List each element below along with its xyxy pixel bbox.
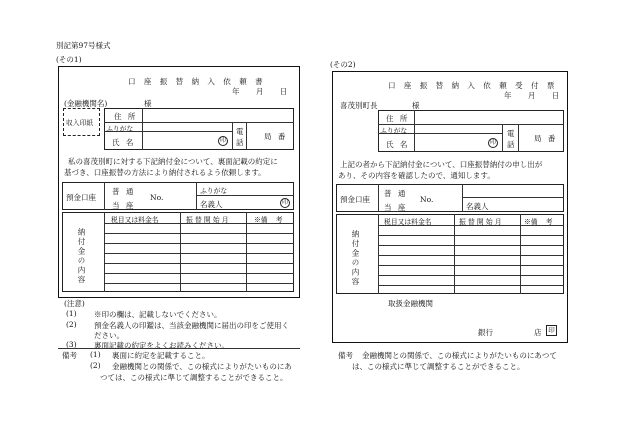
left-account-table xyxy=(62,182,294,210)
right-account-type-1: 普 通 xyxy=(384,189,406,198)
left-seal-mark: 印 xyxy=(219,137,226,144)
left-remark2-num: (2) xyxy=(90,361,101,370)
left-phone-label-2: 話 xyxy=(236,138,244,147)
form-number: 別記第97号様式 xyxy=(56,41,111,50)
left-part-label: (その1) xyxy=(56,55,82,64)
left-phone-suffix: 局 番 xyxy=(264,132,286,141)
right-remark-a: 金融機関との関係で、この様式によりがたいものにあつて xyxy=(362,351,557,360)
left-remark1-num: (1) xyxy=(90,350,101,359)
left-remarks-label: 備考 xyxy=(62,351,77,360)
right-holder-label: 名義人 xyxy=(466,202,489,211)
left-remark1: 裏面に約定を記載すること。 xyxy=(112,351,210,360)
left-date-line: 年 月 日 xyxy=(232,87,288,96)
right-content-table xyxy=(336,214,564,294)
left-account-label: 預金口座 xyxy=(66,193,96,202)
left-note2b: ださい。 xyxy=(94,331,124,340)
left-col-start: 振 替 開 始 月 xyxy=(186,216,229,224)
right-remarks-label: 備考 xyxy=(338,351,353,360)
left-furigana-label: ふりがな xyxy=(106,125,134,133)
left-furigana2: ふりがな xyxy=(200,187,228,195)
right-side-label: 納付金の内容 xyxy=(351,230,360,287)
right-phone-label-1: 電 xyxy=(507,129,515,138)
left-address-label: 住 所 xyxy=(114,112,136,121)
revenue-stamp-label: 収入印紙 xyxy=(66,119,94,127)
right-addressee: 喜茂別町長 xyxy=(340,101,378,110)
right-handling-institution: 取扱金融機関 xyxy=(388,299,433,308)
left-holder-seal: 印 xyxy=(281,199,288,206)
right-col-tax: 税目又は料金名 xyxy=(384,218,432,226)
left-account-no: No. xyxy=(150,193,164,202)
right-addressee-honorific: 様 xyxy=(412,101,420,110)
left-note2a: 預金名義人の印鑑は、当該金融機関に届出の印をご使用く xyxy=(94,321,289,330)
right-title: 口 座 振 替 納 入 依 頼 受 付 票 xyxy=(388,81,558,90)
right-remark-b: は、この様式に準じて調整することができること。 xyxy=(352,362,525,371)
left-institution-honorific: 様 xyxy=(144,99,152,108)
right-part-label: (その2) xyxy=(330,60,356,69)
right-phone-suffix: 局 番 xyxy=(534,134,556,143)
right-bank-label: 銀行 xyxy=(478,328,493,337)
right-account-table xyxy=(336,184,564,212)
left-remark2a: 金融機関との関係で、この様式によりがたいものにあ xyxy=(112,362,292,371)
left-col-note: ※備 考 xyxy=(254,216,283,224)
right-account-type-2: 当 座 xyxy=(384,203,406,212)
left-holder-label: 名義人 xyxy=(200,200,223,209)
right-account-no: No. xyxy=(420,195,434,204)
left-note1-num: (1) xyxy=(66,309,77,318)
right-branch-seal: 印 xyxy=(546,325,557,336)
right-body-line1: 上記の者から下記納付金について、口座振替納付の申し出が xyxy=(340,160,543,169)
right-seal-mark: 印 xyxy=(489,139,496,146)
left-phone-label-1: 電 xyxy=(236,127,244,136)
right-col-note: ※備 考 xyxy=(524,218,553,226)
right-branch-label: 店 xyxy=(534,328,542,337)
left-content-table xyxy=(62,212,294,292)
left-institution-label: (金融機関名) xyxy=(64,99,108,108)
left-notes-title: (注意) xyxy=(64,299,85,308)
left-account-type-2: 当 座 xyxy=(112,201,134,210)
left-note3: 裏面記載の約定をよくお読みください。 xyxy=(94,341,229,350)
right-account-label: 預金口座 xyxy=(340,195,370,204)
right-furigana-label: ふりがな xyxy=(380,127,408,135)
left-title: 口 座 振 替 納 入 依 頼 書 xyxy=(128,77,266,86)
left-note3-num: (3) xyxy=(66,340,77,349)
left-name-label: 氏 名 xyxy=(112,138,134,147)
left-col-tax: 税目又は料金名 xyxy=(111,216,159,224)
left-side-label: 納付金の内容 xyxy=(77,228,86,285)
left-account-type-1: 普 通 xyxy=(112,187,134,196)
left-note2-num: (2) xyxy=(66,320,77,329)
left-note1: ※印の欄は、記載しないでください。 xyxy=(94,310,222,319)
right-body-line2: あり、その内容を確認したので、通知します。 xyxy=(338,171,495,180)
right-name-label: 氏 名 xyxy=(386,140,408,149)
left-remark2b: つては、この様式に準じて調整することができること。 xyxy=(100,373,288,382)
right-col-start: 振 替 開 始 月 xyxy=(459,218,502,226)
left-body-line2: 基づき、口座振替の方法により納付されるよう依頼します。 xyxy=(64,168,266,177)
left-body-line1: 私の喜茂別町に対する下記納付金について、裏面記載の約定に xyxy=(68,157,278,166)
right-date-line: 年 月 日 xyxy=(504,91,560,100)
right-address-label: 住 所 xyxy=(386,114,408,123)
right-phone-label-2: 話 xyxy=(507,140,515,149)
